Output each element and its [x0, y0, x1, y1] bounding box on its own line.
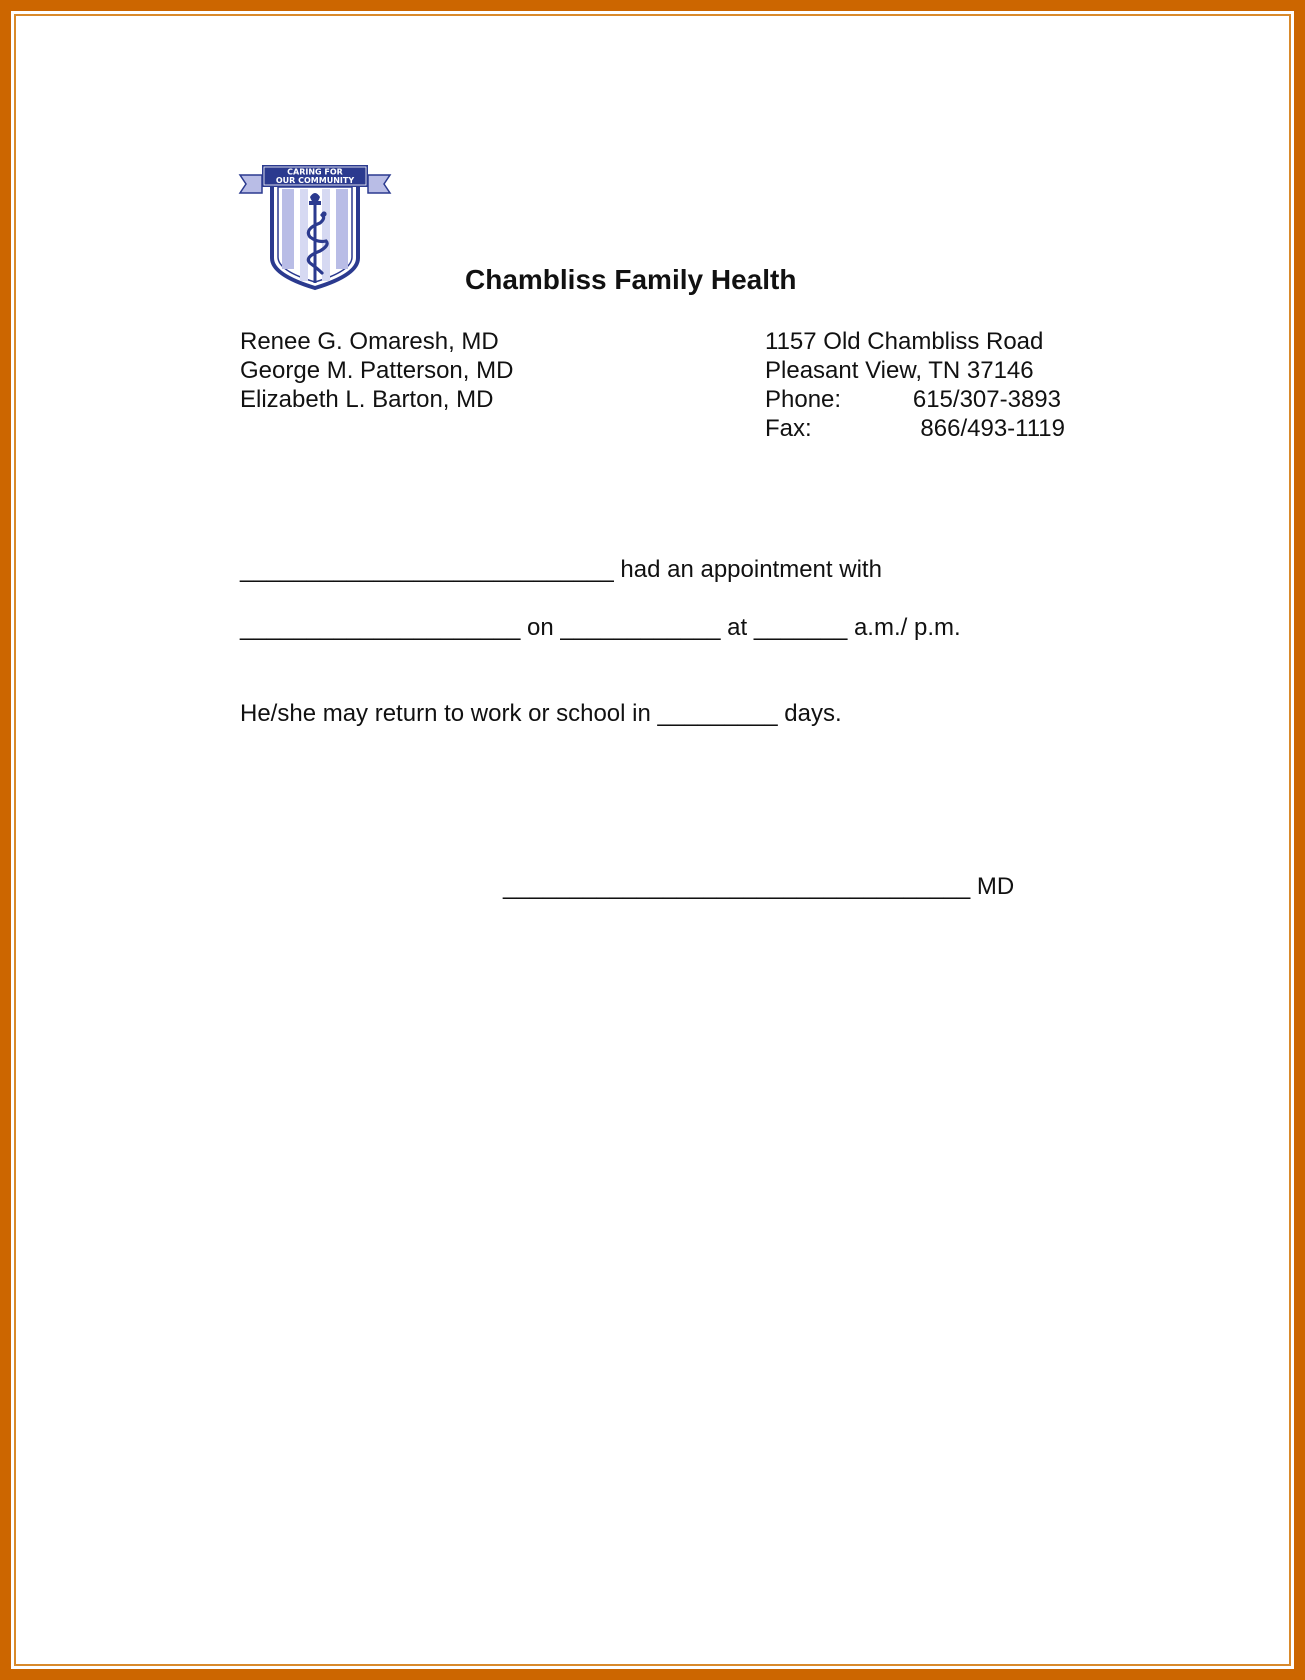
clinic-address	[765, 327, 1065, 443]
doctor-name: Elizabeth L. Barton, MD	[240, 386, 494, 413]
phone-row	[765, 385, 1065, 414]
page-inner-border	[14, 14, 1291, 1666]
doctor-name: Renee G. Omaresh, MD	[240, 328, 499, 355]
caring-for-our-community-logo	[238, 163, 392, 293]
signature-line: ___________________________________ MD	[503, 873, 1015, 900]
appointment-date-line: _____________________ on ____________ at _______ a.m./ p.m.	[240, 614, 961, 641]
address-street: 1157 Old Chambliss Road	[765, 328, 1044, 355]
doctor-list	[240, 327, 513, 414]
doctor-name: George M. Patterson, MD	[240, 357, 514, 384]
logo-banner-line2: OUR COMMUNITY	[275, 176, 355, 185]
address-city: Pleasant View, TN 37146	[765, 357, 1034, 384]
appointment-line: ____________________________ had an appointment with	[240, 556, 882, 583]
fax-label: Fax:	[765, 415, 812, 442]
phone-number: 615/307-3893	[912, 386, 1061, 413]
clinic-name: Chambliss Family Health	[465, 264, 797, 295]
phone-label: Phone:	[765, 386, 842, 413]
logo-banner-line1: CARING FOR	[287, 167, 343, 177]
fax-row	[765, 414, 1065, 443]
fax-number: 866/493-1119	[920, 415, 1065, 442]
return-to-work-line: He/she may return to work or school in _________ days.	[240, 700, 842, 727]
